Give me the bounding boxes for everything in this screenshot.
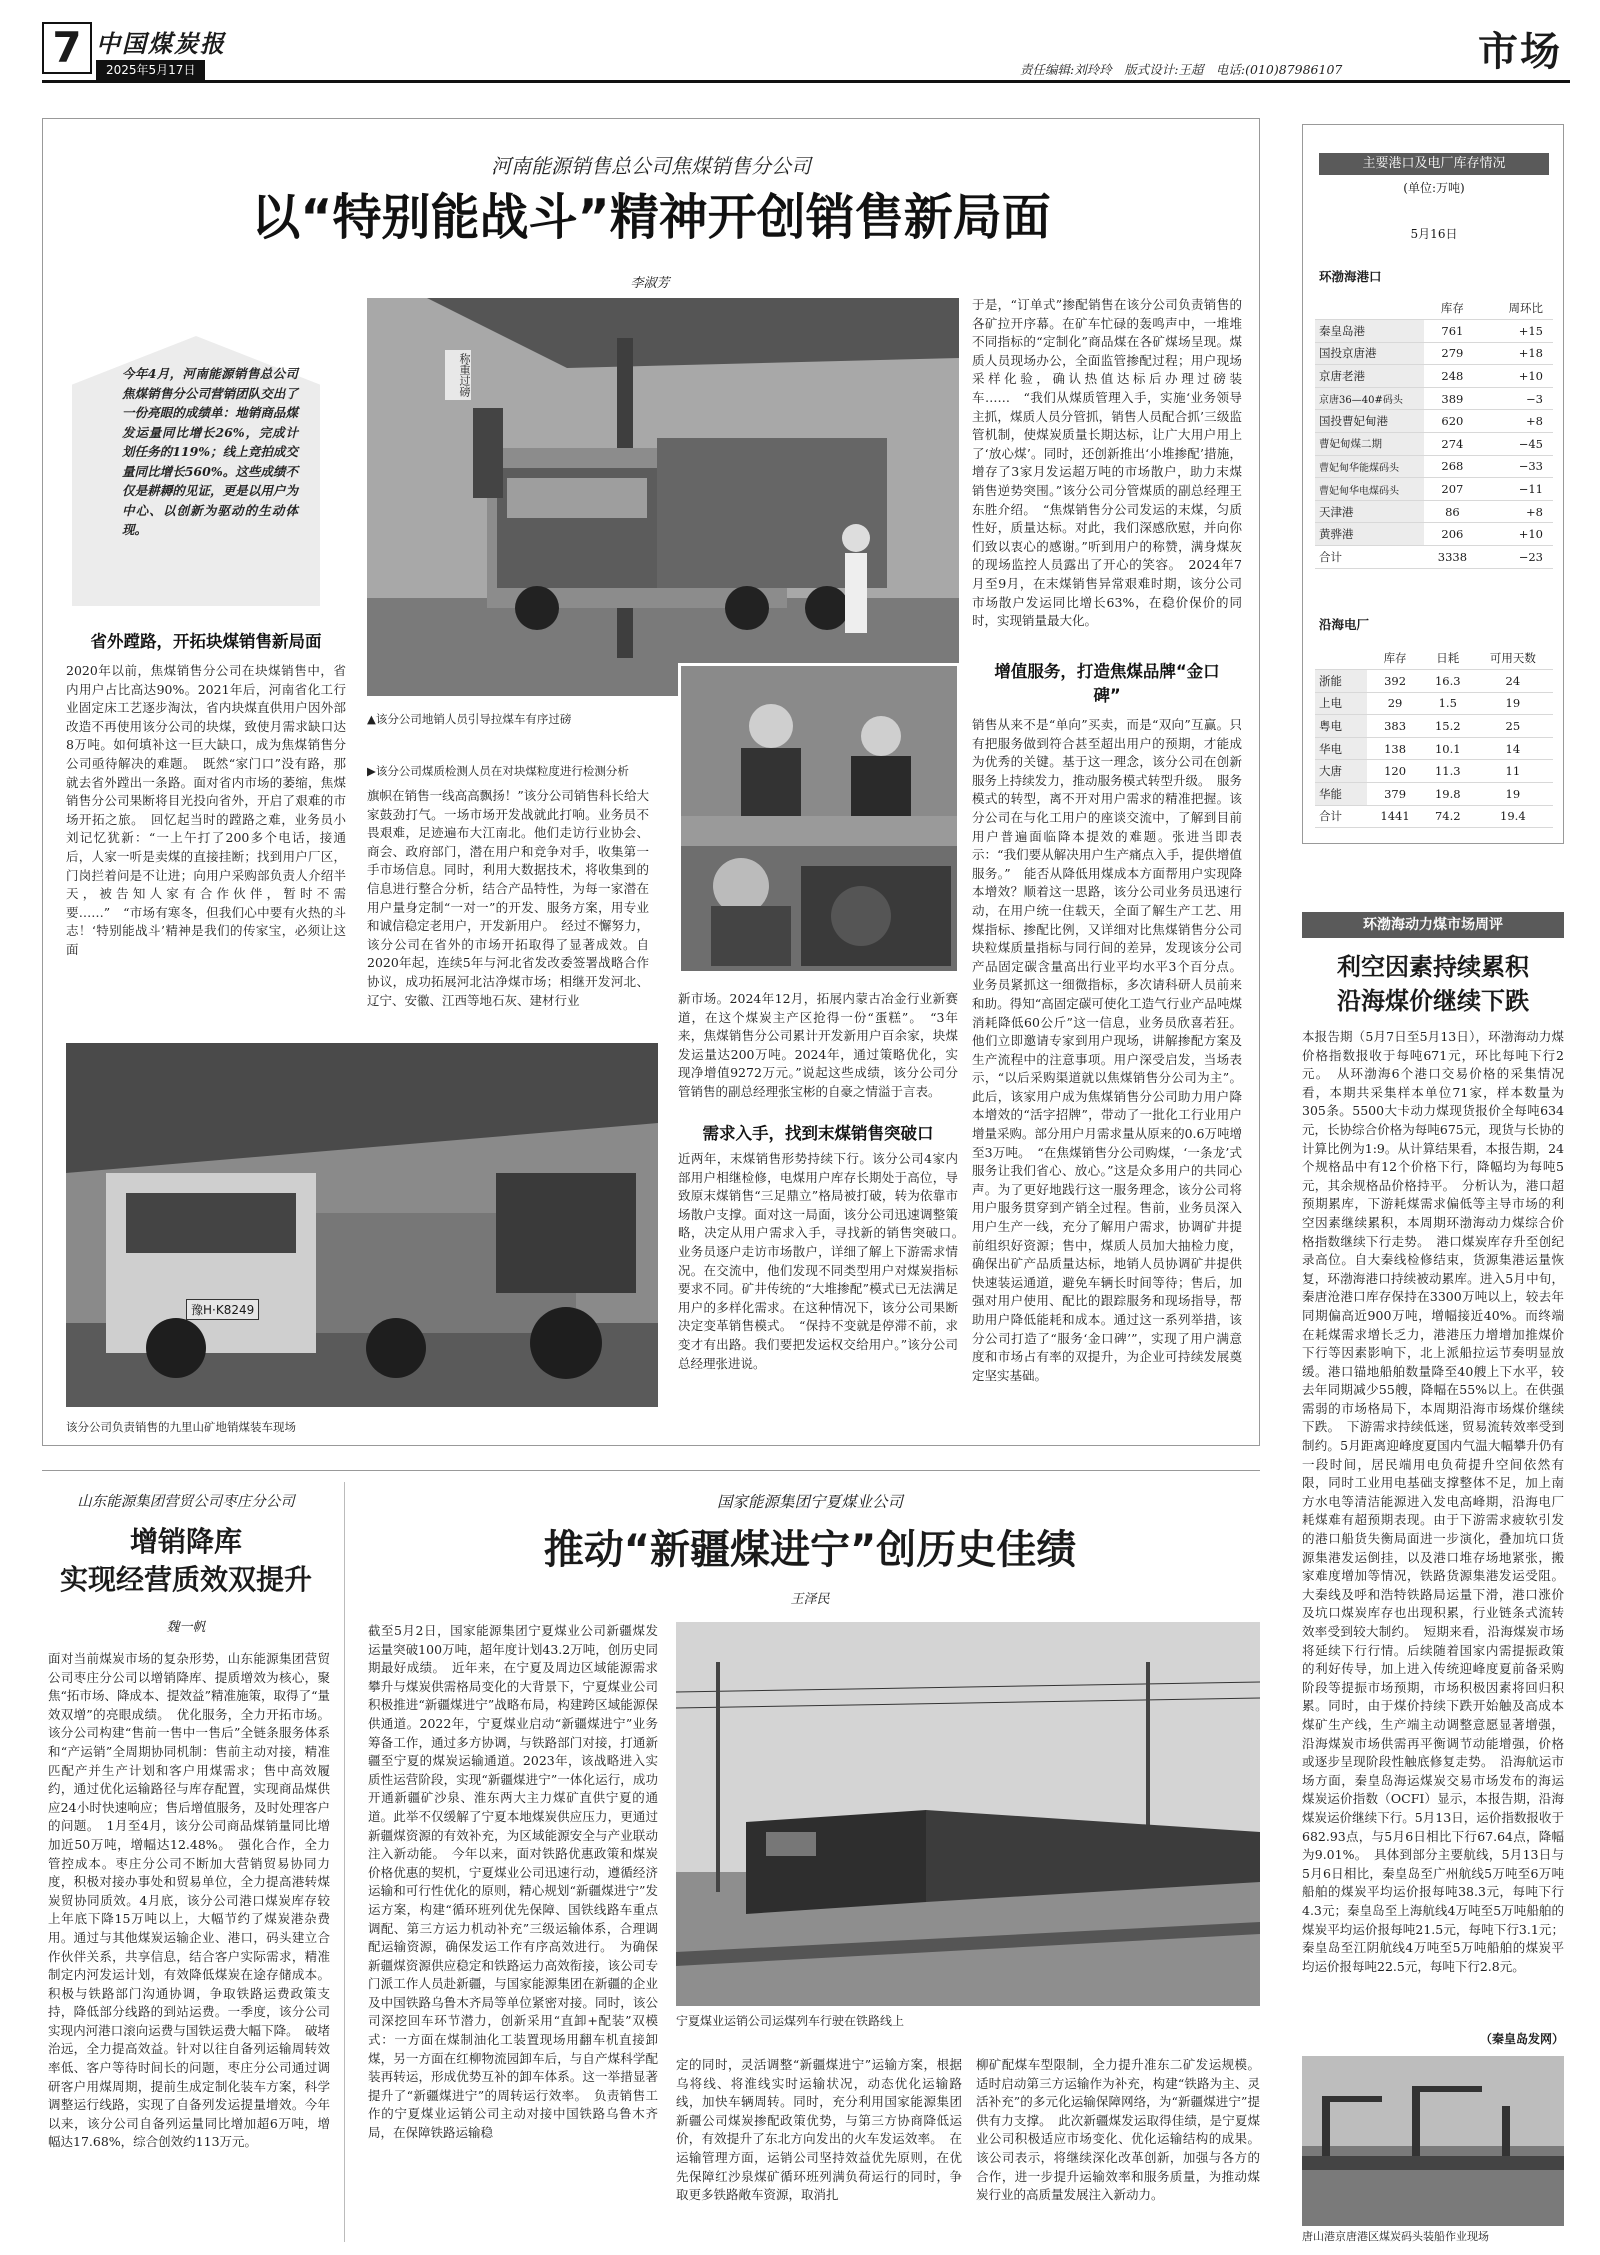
ports-header-cell — [1315, 297, 1424, 320]
ports-row — [1315, 478, 1553, 501]
article3-author: 王泽民 — [790, 1592, 830, 1607]
loader-illustration — [66, 1043, 658, 1407]
plant-daily: 74.2 — [1423, 805, 1473, 828]
stock-unit: (单位:万吨) — [1403, 181, 1465, 195]
plant-daily: 1.5 — [1423, 692, 1473, 715]
plants-table — [1315, 647, 1553, 828]
plants-row — [1315, 715, 1553, 738]
issue-date: 2025年5月17日 — [96, 60, 205, 80]
article2-text: 面对当前煤炭市场的复杂形势，山东能源集团营贸公司枣庄分公司以增销降库、提质增效为核心，聚焦“拓市场、降成本、提效益”精准施策，取得了“量效双增”的亮眼成绩。 优化服务，全力开拓市场。该分公司构建“售前一售中一售后”全链条服务体系和“产运销”全周期协同机制：售前主动对接，精准匹配产并生产计划和客户用煤需求；售中高效履约，通过优化运输路径与库存配置，实现商品煤供应24小时快速响应；售后增值服务，及时处理客户的问题。 1月至4月，该分公司商品煤销量同比增加近50万吨，增幅达12.48%。 强化合作，全力管控成本。枣庄分公司不断加大营销贸易协同力度，积极对接办事处和贸易单位，全力提高港转煤炭贸协同质效。4月底，该分公司港口煤炭库存较上年底下降15万吨以上，大幅节约了煤炭港杂费用。通过与其他煤炭运输企业、港口，码头建立合作伙伴关系，共享信息，结合客户实际需求，精准制定内河发运计划，有效降低煤炭在途存储成本。积极与铁路部门沟通协调，争取铁路运费政策支持，降低部分线路的到站运费。一季度，该分公司实现内河港口滚向运费与国铁运费大幅下降。 破堵治远，全力提高效益。针对以往自备列运输周转效率低、客户等待时间长的问题，枣庄分公司通过调研客户用煤周期，提前生成定制化装车方案，科学调整运行线路，实现了自备列发运提量增效。今年以来，该分公司自备列运量同比增加超6万吨，增幅达17.68%，综合创效约113万元。 — [48, 1651, 330, 2150]
photo-loading-site — [66, 1043, 658, 1407]
plant-daily: 10.1 — [1423, 737, 1473, 760]
stock-box — [1302, 124, 1564, 844]
article2-top-rule — [42, 1470, 1260, 1471]
port-name: 国投京唐港 — [1315, 342, 1424, 365]
article2-kicker: 山东能源集团营贸公司枣庄分公司 — [77, 1494, 295, 1510]
plants-header-cell — [1315, 647, 1367, 670]
plants-total-row — [1315, 805, 1553, 828]
photo-coal-train — [676, 1622, 1260, 2006]
plant-name: 大唐 — [1315, 760, 1367, 783]
port-name: 国投曹妃甸港 — [1315, 410, 1424, 433]
ports-row — [1315, 410, 1553, 433]
port-name: 黄骅港 — [1315, 523, 1424, 546]
plants-table-wrap — [1315, 647, 1553, 828]
ports-table — [1315, 297, 1553, 569]
port-stock: 274 — [1424, 433, 1480, 456]
ports-total-row — [1315, 546, 1553, 569]
ports-table-wrap — [1315, 297, 1553, 569]
article3-col1-text: 截至5月2日，国家能源集团宁夏煤业公司新疆煤发运量突破100万吨，超年度计划43.2万吨，创历史同期最好成绩。 近年来，在宁夏及周边区域能源需求攀升与煤炭供需格局变化的大背景下，宁夏煤业公司积极推进“新疆煤进宁”战略布局，构建跨区域能源保供通道。2022年，宁夏煤业启动“新疆煤进宁”业务筹备工作，通过多方协调，与铁路部门对接，打通新疆至宁夏的煤炭运输通道。2023年，该战略进入实质性运营阶段，实现“新疆煤进宁”一体化运行，成功开通新疆矿沙泉、淮东两大主力煤矿直供宁夏的通道。此举不仅缓解了宁夏本地煤炭供应压力，更通过新疆煤资源的有效补充，为区域能源安全与产业联动注入新动能。 今年以来，面对铁路优惠政策和煤炭价格优惠的契机，宁夏煤业公司迅速行动，遵循经济运输和可行性优化的原则，精心规划“新疆煤进宁”发运方案，构建“循环班列优先保障、国铁线路车重点调配、第三方运力机动补充”三级运输体系，合理调配运输资源，确保发运工作有序高效进行。 为确保新疆煤资源供应稳定和铁路运力高效衔接，该公司专门派工作人员赴新疆，与国家能源集团在新疆的企业及中国铁路乌鲁木齐局等单位紧密对接。同时，该公司深挖回车环节潜力，创新采用“直卸+配装”双模式：一方面在煤制油化工装置现场用翻车机直接卸煤，另一方面在红柳物流园卸车后，与自产煤科学配装再转运，形成优势互补的卸车体系。这一举措显著提升了“新疆煤进宁”的周转运行效率。 负责销售工作的宁夏煤业运销公司主动对接中国铁路乌鲁木齐局，在保障铁路运输稳 — [368, 1623, 658, 2141]
plants-row — [1315, 783, 1553, 806]
weighbridge-sign: 称重过磅 — [445, 350, 471, 400]
photo-port — [1302, 2056, 1564, 2226]
plants-title: 沿海电厂 — [1319, 617, 1370, 632]
port-change: −23 — [1480, 546, 1553, 569]
port-change: −45 — [1480, 433, 1553, 456]
port-change: +10 — [1480, 365, 1553, 388]
port-stock: 620 — [1424, 410, 1480, 433]
article3-title: 推动“新疆煤进宁”创历史佳绩 — [543, 1527, 1077, 1573]
plant-name: 粤电 — [1315, 715, 1367, 738]
article1-author: 李淑芳 — [630, 276, 670, 291]
truck-plate: 豫H·K8249 — [186, 1299, 259, 1320]
review-source: （秦皇岛发网） — [1479, 2032, 1564, 2046]
page-number: 7 — [52, 23, 82, 72]
port-change: +10 — [1480, 523, 1553, 546]
port-change: +18 — [1480, 342, 1553, 365]
photo2-caption: ▶该分公司煤质检测人员在对块煤粒度进行检测分析 — [367, 764, 629, 778]
port-name: 曹妃甸华能煤码头 — [1315, 455, 1424, 478]
plant-stock: 383 — [1367, 715, 1422, 738]
ports-row — [1315, 320, 1553, 343]
port-stock: 86 — [1424, 500, 1480, 523]
lab-illustration — [681, 666, 957, 971]
ports-title: 环渤海港口 — [1319, 269, 1382, 284]
plant-name: 上电 — [1315, 692, 1367, 715]
port-name: 秦皇岛港 — [1315, 320, 1424, 343]
plant-stock: 138 — [1367, 737, 1422, 760]
article2-title-line1: 增销降库 — [129, 1525, 242, 1558]
plant-stock: 379 — [1367, 783, 1422, 806]
article3-col3-text: 柳矿配煤车型限制，全力提升准东二矿发运规模。适时启动第三方运输作为补充，构建“铁路为主、灵活补充”的多元化运输保障网络，为“新疆煤进宁”提供有力支撑。 此次新疆煤发运取得佳绩，是宁夏煤业公司积极适应市场变化、优化运输结构的成果。该公司表示，将继续深化改革创新，加强与各方的合作，进一步提升运输效率和服务质量，为推动煤炭行业的高质量发展注入新动力。 — [976, 2057, 1260, 2203]
plant-stock: 29 — [1367, 692, 1422, 715]
ports-row — [1315, 387, 1553, 410]
editor-credits: 责任编辑:刘玲玲 版式设计:王超 电话:(010)87986107 — [1020, 62, 1343, 77]
port-stock: 206 — [1424, 523, 1480, 546]
plants-header-cell: 日耗 — [1423, 647, 1473, 670]
ports-row — [1315, 500, 1553, 523]
port-change: +8 — [1480, 500, 1553, 523]
train-illustration — [676, 1622, 1260, 2006]
article2-title-line2: 实现经营质效双提升 — [59, 1563, 312, 1596]
article1-col3-text: 新市场。2024年12月，拓展内蒙古冶金行业新赛道，在这个煤炭主产区抢得一份“蛋糕”。 “3年来，焦煤销售分公司累计开发新用户百余家，块煤发运量达200万吨。2024年，通过策略优化，实现净增值9272万元。”说起这些成绩，该分公司分管销售的副总经理张宝彬的自豪之情溢于言表。 — [678, 991, 958, 1099]
plant-days: 25 — [1473, 715, 1553, 738]
port-stock: 248 — [1424, 365, 1480, 388]
ports-row — [1315, 342, 1553, 365]
port-stock: 268 — [1424, 455, 1480, 478]
plant-name: 华能 — [1315, 783, 1367, 806]
article1-section3-text: 销售从来不是“单向”买卖，而是“双向”互赢。只有把服务做到符合甚至超出用户的预期，才能成为优秀的关键。基于这一理念，该分公司在创新服务上持续发力，推动服务模式转型升级。 服务模式的转型，离不开对用户需求的精准把握。该分公司在与化工用户的座谈交流中，了解到目前用户普遍面临降本提效的难题。张进当即表示：“我们要从解决用户生产痛点入手，提供增值服务。” 能否从降低用煤成本方面帮用户实现降本增效？顺着这一思路，该分公司业务员迅速行动，在用户统一住载天，全面了解生产工艺、用煤指标、掺配比例，又详细对比焦煤销售分公司块粒煤质量指标与同行间的差异，发现该分公司产品固定碳含量高出行业平均水平3个百分点。业务员紧抓这一细微指标，多次请科研人员前来和助。得知“高固定碳可使化工造气行业产品吨煤消耗降低60公斤”这一信息，业务员欣喜若狂。他们立即邀请专家到用户现场，讲解掺配方案及生产流程中的注意事项。用户深受启发，当场表示，“以后采购渠道就以焦煤销售分公司为主”。此后，该家用户成为焦煤销售分公司助力用户降本增效的“活字招牌”，带动了一批化工行业用户增量采购。部分用户月需求量从原来的0.6万吨增至3万吨。 “在焦煤销售分公司购煤，‘一条龙’式服务让我们省心、放心。”这是众多用户的共同心声。为了更好地践行这一服务理念，该分公司将用户服务贯穿到产销全过程。售前，业务员深入用户生产一线，充分了解用户需求，协调矿井提前组织好资源；售中，煤质人员加大抽检力度，确保出矿产品质量达标，地销人员协调矿井提供快速装运通道，避免车辆长时间等待；售后，加强对用户使用、配比的跟踪服务和现场指导，帮助用户降低能耗和成本。通过这一系列举措，该分公司打造了“服务‘金口碑’”，实现了用户满意度和市场占有率的双提升，为企业可持续发展奠定坚实基础。 — [972, 717, 1242, 1383]
plants-row — [1315, 692, 1553, 715]
ports-header-cell: 周环比 — [1480, 297, 1553, 320]
plant-name: 合计 — [1315, 805, 1367, 828]
plant-name: 浙能 — [1315, 670, 1367, 693]
plants-header-cell: 库存 — [1367, 647, 1422, 670]
article1-title: 以“特别能战斗”精神开创销售新局面 — [251, 189, 1051, 246]
article1-section2-title: 需求入手，找到末煤销售突破口 — [702, 1124, 934, 1143]
plant-name: 华电 — [1315, 737, 1367, 760]
plant-stock: 1441 — [1367, 805, 1422, 828]
article1-lead: 今年4月，河南能源销售总公司焦煤销售分公司营销团队交出了一份亮眼的成绩单：地销商品煤发运量同比增长26%，完成计划任务的119%；线上竞拍成交量同比增长560%。这些成绩不仅是耕耨的见证，更是以用户为中心、以创新为驱动的生动体现。 — [122, 366, 298, 537]
masthead-logo: 中国煤炭报 — [96, 29, 226, 58]
article1-kicker: 河南能源销售总公司焦煤销售分公司 — [491, 154, 811, 178]
port-change: −33 — [1480, 455, 1553, 478]
plant-days: 24 — [1473, 670, 1553, 693]
ports-row — [1315, 523, 1553, 546]
plant-days: 11 — [1473, 760, 1553, 783]
plant-daily: 15.2 — [1423, 715, 1473, 738]
train-photo-caption: 宁夏煤业运销公司运煤列车行驶在铁路线上 — [676, 2014, 905, 2028]
ports-row — [1315, 455, 1553, 478]
plant-stock: 392 — [1367, 670, 1422, 693]
review-banner: 环渤海动力煤市场周评 — [1302, 912, 1564, 938]
port-stock: 3338 — [1424, 546, 1480, 569]
page-number-box — [42, 22, 92, 74]
photo-lab-inspection — [678, 663, 960, 974]
plants-header-cell: 可用天数 — [1473, 647, 1553, 670]
article3-divider — [344, 1482, 345, 2242]
port-change: +8 — [1480, 410, 1553, 433]
port-name: 合计 — [1315, 546, 1424, 569]
article3-col2-text: 定的同时，灵活调整“新疆煤进宁”运输方案，根据乌将线、将淮线实时运输状况，动态优化运输路线，加快车辆周转。同时，充分利用国家能源集团新疆公司煤炭掺配政策优势，与第三方协商降低运价，有效提升了东北方向发出的火车发运效率。 在运输管理方面，运销公司坚持效益优先原则，在优先保障红沙泉煤矿循环班列满负荷运行的同时，争取更多铁路敞车资源，取消扎 — [676, 2057, 962, 2203]
port-illustration — [1302, 2056, 1564, 2226]
port-stock: 207 — [1424, 478, 1480, 501]
port-name: 曹妃甸华电煤码头 — [1315, 478, 1424, 501]
article2-author: 魏一帆 — [166, 1620, 206, 1635]
ports-row — [1315, 365, 1553, 388]
plants-row — [1315, 670, 1553, 693]
port-stock: 279 — [1424, 342, 1480, 365]
plant-daily: 11.3 — [1423, 760, 1473, 783]
plant-days: 14 — [1473, 737, 1553, 760]
review-text: 本报告期（5月7日至5月13日），环渤海动力煤价格指数报收于每吨671元，环比每吨下行2元。 从环渤海6个港口交易价格的采集情况看，本期共采集样本单位71家，样本数量为305条。5500大卡动力煤现货报价全每吨634元，长协综合价格为每吨675元，现货与长协的计算比例为1:9。从计算结果看，本报告期，24个规格品中有12个价格下行，降幅均为每吨5元，其余规格品价格持平。 分析认为，港口超预期累库，下游耗煤需求偏低等主导市场的利空因素继续累积，本周期环渤海动力煤综合价格指数继续下行走势。 港口煤炭库存升至创纪录高位。自大秦线检修结束，货源集港运量恢复，环渤海港口持续被动累库。进入5月中旬，秦唐沧港口库存保持在3300万吨以上，较去年同期偏高近900万吨，增幅接近40%。而终端在耗煤需求增长乏力，港港压力增增加推煤价下行等因素影响下，北上派船拉运节奏明显放缓。港口锚地船舶数量降至40艘上下水平，较去年同期减少55艘，降幅在55%以上。在供强需弱的市场格局下，本周期沿海市场煤价继续下跌。 下游需求持续低迷，贸易流转效率受到制约。5月距离迎峰度夏国内气温大幅攀升仍有一段时间，居民端用电负荷提升空间依然有限，同时工业用电基础支撑整体不足，加上南方水电等清洁能源进入发电高峰期，沿海电厂耗煤难有超预期表现。由于下游需求疲软引发的港口船货失衡局面进一步演化，叠加坑口货源集港发运倒挂，以及港口堆存场地紧张，搬家难度增加等情况，铁路货源集港发运受阻。大秦线及呼和浩特铁路局运量下滑，港口涨价及坑口煤炭库存也出现积累，行业链条式流转效率受到较大制约。 短期来看，沿海煤炭市场将延续下行行情。后续随着国家内需提振政策的利好传导，加上进入传统迎峰度夏前备采购阶段等提振市场预期，市场积极因素将回归积累。同时，由于煤价持续下跌开始触及高成本煤矿生产线，生产端主动调整意愿显著增强，沿海煤炭市场供需再平衡调节动能增强，价格或逐步呈现阶段性触底修复走势。 沿海航运市场方面，秦皇岛海运煤炭交易市场发布的海运煤炭运价指数（OCFI）显示，本报告期，沿海煤炭运价继续下行。5月13日，运价指数报收于682.93点，与5月6日相比下行67.64点，降幅为9.01%。 具体到部分主要航线，5月13日与5月6日相比，秦皇岛至广州航线5万吨至6万吨船舶的煤炭平均运价报每吨38.3元，每吨下行4.3元；秦皇岛至上海航线4万吨至5万吨船舶的煤炭平均运价报每吨21.5元，每吨下行3.1元；秦皇岛至江阴航线4万吨至5万吨船舶的煤炭平均运价报每吨22.5元，每吨下行2.8元。 — [1302, 1029, 1564, 1974]
plant-days: 19 — [1473, 783, 1553, 806]
ports-header-row — [1315, 297, 1553, 320]
article3-kicker: 国家能源集团宁夏煤业公司 — [716, 1493, 903, 1511]
port-photo-caption: 唐山港京唐港区煤炭码头装船作业现场 — [1302, 2230, 1489, 2243]
article1-section1-title: 省外蹚路，开拓块煤销售新局面 — [90, 632, 322, 651]
plants-row — [1315, 737, 1553, 760]
photo1-caption: ▲该分公司地销人员引导拉煤车有序过磅 — [367, 712, 572, 726]
port-change: −11 — [1480, 478, 1553, 501]
stock-date: 5月16日 — [1410, 227, 1458, 241]
article1-section1-text: 2020年以前，焦煤销售分公司在块煤销售中，省内用户占比高达90%。2021年后，河南省化工行业固定床工艺逐步淘汰，省内块煤直供用户因外部改造不再使用该分公司的块煤，致使月需求缺口达8万吨。如何填补这一巨大缺口，成为焦煤销售分公司亟待解决的难题。 既然“家门口”没有路，那就去省外蹚出一条路。面对省内市场的萎缩，焦煤销售分公司果断将目光投向省外，开启了艰难的市场开拓之旅。 回忆起当时的蹚路之难，业务员小刘记忆犹新：“一上午打了200多个电话，接通后，人家一听是卖煤的直接挂断；找到用户厂区，门岗拦着问是不让进；向用户采购部负责人介绍半天，被告知人家有合作伙伴，暂时不需要……” “市场有寒冬，但我们心中要有火热的斗志！‘特别能战斗’精神是我们的传家宝，必须让这面 — [66, 663, 346, 957]
plant-days: 19.4 — [1473, 805, 1553, 828]
port-stock: 389 — [1424, 387, 1480, 410]
article1-col2-text: 旗帜在销售一线高高飘扬！”该分公司销售科长给大家鼓劲打气。一场市场开发战就此打响。业务员不畏艰难，足迹遍布大江南北。他们走访行业协会、商会、政府部门，潜在用户和竞争对手，收集第一手市场信息。同时，利用大数据技术，将收集到的信息进行整合分析，结合产品特性，为每一家潜在用户量身定制“一对一”的开发、服务方案，用专业和诚信稳定老用户，开发新用户。 经过不懈努力，该分公司在省外的市场开拓取得了显著成效。自2020年起，连续5年与河北省发改委签署战略合作协议，成功拓展河北沽净煤市场；相继开发河北、辽宁、安徽、江西等地石灰、建材行业 — [367, 788, 649, 1008]
header-rule — [42, 80, 1570, 83]
stock-box-title: 主要港口及电厂库存情况 — [1319, 153, 1549, 175]
article1-col4-text: 于是，“订单式”掺配销售在该分公司负责销售的各矿拉开序幕。在矿车忙碌的轰鸣声中，一堆堆不同指标的“定制化”商品煤在各矿煤场呈现。煤质人员现场办公，全面监管掺配过程；用户现场采样化验，确认热值达标后办理过磅装车…… “我们从煤质管理入手，实施‘业务领导主抓，煤质人员分管抓，销售人员配合抓’三级监管机制，使煤炭质量长期达标，让广大用户用上了‘放心煤’。同时，还创新推出‘小堆掺配’措施，增存了3家月发运超万吨的市场散户，助力末煤销售逆势突围。”该分公司分管煤质的副总经理王东胜介绍。 “焦煤销售分公司发运的末煤，匀质性好，质量达标。对此，我们深感欣慰，并向你们致以衷心的感谢。”听到用户的称赞，满身煤灰的现场监控人员露出了开心的笑容。 2024年7月至9月，在末煤销售异常艰难时期，该分公司市场散户发运同比增长63%，在稳价保价的同时，实现销量最大化。 — [972, 297, 1242, 629]
port-stock: 761 — [1424, 320, 1480, 343]
ports-row — [1315, 433, 1553, 456]
plant-daily: 16.3 — [1423, 670, 1473, 693]
port-name: 京唐老港 — [1315, 365, 1424, 388]
plant-daily: 19.8 — [1423, 783, 1473, 806]
photo-weighbridge — [367, 298, 959, 696]
plant-days: 19 — [1473, 692, 1553, 715]
section-name: 市场 — [1478, 29, 1562, 75]
plant-stock: 120 — [1367, 760, 1422, 783]
plants-header-row — [1315, 647, 1553, 670]
ports-header-cell: 库存 — [1424, 297, 1480, 320]
plants-row — [1315, 760, 1553, 783]
article1-section2-text: 近两年，末煤销售形势持续下行。该分公司4家内部用户相继检修，电煤用户库存长期处于高位，导致原末煤销售“三足鼎立”格局被打破，转为依靠市场散户支撑。面对这一局面，该分公司迅速调整策略，决定从用户需求入手，寻找新的销售突破口。 业务员逐户走访市场散户，详细了解上下游需求情况。在交流中，他们发现不同类型用户对煤炭指标要求不同。矿井传统的“大堆掺配”模式已无法满足用户的多样化需求。在这种情况下，该分公司果断决定变革销售模式。 “保持不变就是停滞不前，求变才有出路。我们要把发运权交给用户。”该分公司总经理张进说。 — [678, 1151, 971, 1371]
port-name: 京唐36—40#码头 — [1315, 387, 1424, 410]
review-title: 利空因素持续累积 沿海煤价继续下跌 — [1337, 953, 1553, 1015]
port-name: 曹妃甸煤二期 — [1315, 433, 1424, 456]
port-name: 天津港 — [1315, 500, 1424, 523]
port-change: +15 — [1480, 320, 1553, 343]
article1-section3-title: 增值服务，打造焦煤品牌“金口碑” — [994, 662, 1220, 705]
photo3-caption: 该分公司负责销售的九里山矿地销煤装车现场 — [66, 1420, 296, 1434]
port-change: −3 — [1480, 387, 1553, 410]
